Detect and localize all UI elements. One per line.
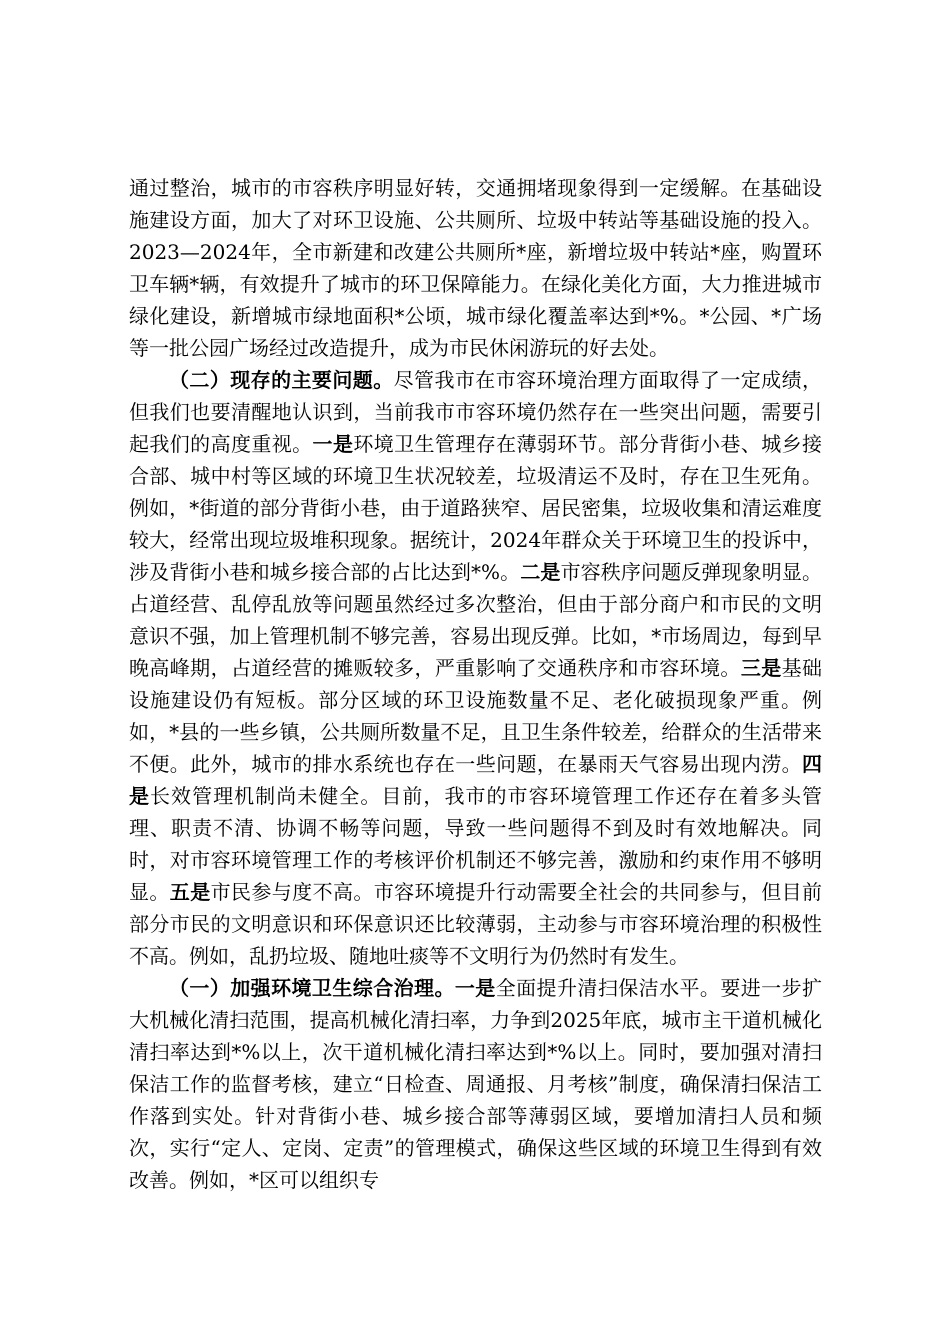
paragraph-problems <box>129 364 822 972</box>
paragraph-text: 全面提升清扫保洁水平。要进一步扩大机械化清扫范围，提高机械化清扫率，力争到2025年底，城市主干道机械化清扫率达到*%以上，次干道机械化清扫率达到*%以上。同时，要加强对清扫保洁工作的监督考核，建立“日检查、周通报、月考核”制度，确保清扫保洁工作落到实处。针对背街小巷、城乡接合部等薄弱区域，要增加清扫人员和频次，实行“定人、定岗、定责”的管理模式，确保这些区域的环境卫生得到有效改善。例如，*区可以组织专 <box>129 976 823 1192</box>
paragraph-text: 长效管理机制尚未健全。目前，我市的市容环境管理工作还存在着多头管理、职责不清、协调不畅等问题，导致一些问题得不到及时有效地解决。同时，对市容环境管理工作的考核评价机制还不够完善，激励和约束作用不够明显。 <box>129 784 822 904</box>
paragraph-text: 环境卫生管理存在薄弱环节。部分背街小巷、城乡接合部、城中村等区域的环境卫生状况较差，垃圾清运不及时，存在卫生死角。例如，*街道的部分背街小巷，由于道路狭窄、居民密集，垃圾收集和清运难度较大，经常出现垃圾堆积现象。据统计，2024年群众关于环境卫生的投诉中，涉及背街小巷和城乡接合部的占比达到*%。 <box>129 432 823 584</box>
paragraph-text: 尽管我市在市容环境治理方面取得了一定成绩，但我们也要清醒地认识到，当前我市市容环境仍然存在一些突出问题，需要引起我们的高度重视。 <box>129 368 823 456</box>
point-marker: 五是 <box>169 880 211 904</box>
point-marker: 二是 <box>520 560 561 584</box>
point-marker: 四是 <box>129 752 822 808</box>
paragraph-sanitation <box>129 972 822 1196</box>
point-marker: 一是 <box>312 432 354 456</box>
paragraph-text: 通过整治，城市的市容秩序明显好转，交通拥堵现象得到一定缓解。在基础设施建设方面，加大了对环卫设施、公共厕所、垃圾中转站等基础设施的投入。2023—2024年，全市新建和改建公共厕所*座，新增垃圾中转站*座，购置环卫车辆*辆，有效提升了城市的环卫保障能力。在绿化美化方面，大力推进城市绿化建设，新增城市绿地面积*公顷，城市绿化覆盖率达到*%。*公园、*广场等一批公园广场经过改造提升，成为市民休闲游玩的好去处。 <box>129 176 822 360</box>
point-marker: 一是 <box>454 976 496 1000</box>
document-page <box>129 172 822 1196</box>
paragraph-text: 基础设施建设仍有短板。部分区域的环卫设施数量不足、老化破损现象严重。例如，*县的一些乡镇，公共厕所数量不足，且卫生条件较差，给群众的生活带来不便。此外，城市的排水系统也存在一些问题，在暴雨天气容易出现内涝。 <box>129 656 823 776</box>
paragraph-text: 市容秩序问题反弹现象明显。占道经营、乱停乱放等问题虽然经过多次整治，但由于部分商户和市民的文明意识不强，加上管理机制不够完善，容易出现反弹。比如，*市场周边，每到早晚高峰期，占道经营的摊贩较多，严重影响了交通秩序和市容环境。 <box>129 560 823 680</box>
paragraph-text: 市民参与度不高。市容环境提升行动需要全社会的共同参与，但目前部分市民的文明意识和环保意识还比较薄弱，主动参与市容环境治理的积极性不高。例如，乱扔垃圾、随地吐痰等不文明行为仍然时有发生。 <box>129 880 823 968</box>
section-subheading: （二）现存的主要问题。 <box>169 368 394 392</box>
point-marker: 三是 <box>740 656 782 680</box>
paragraph-achievements <box>129 172 822 364</box>
section-subheading: （一）加强环境卫生综合治理。 <box>169 976 455 1000</box>
